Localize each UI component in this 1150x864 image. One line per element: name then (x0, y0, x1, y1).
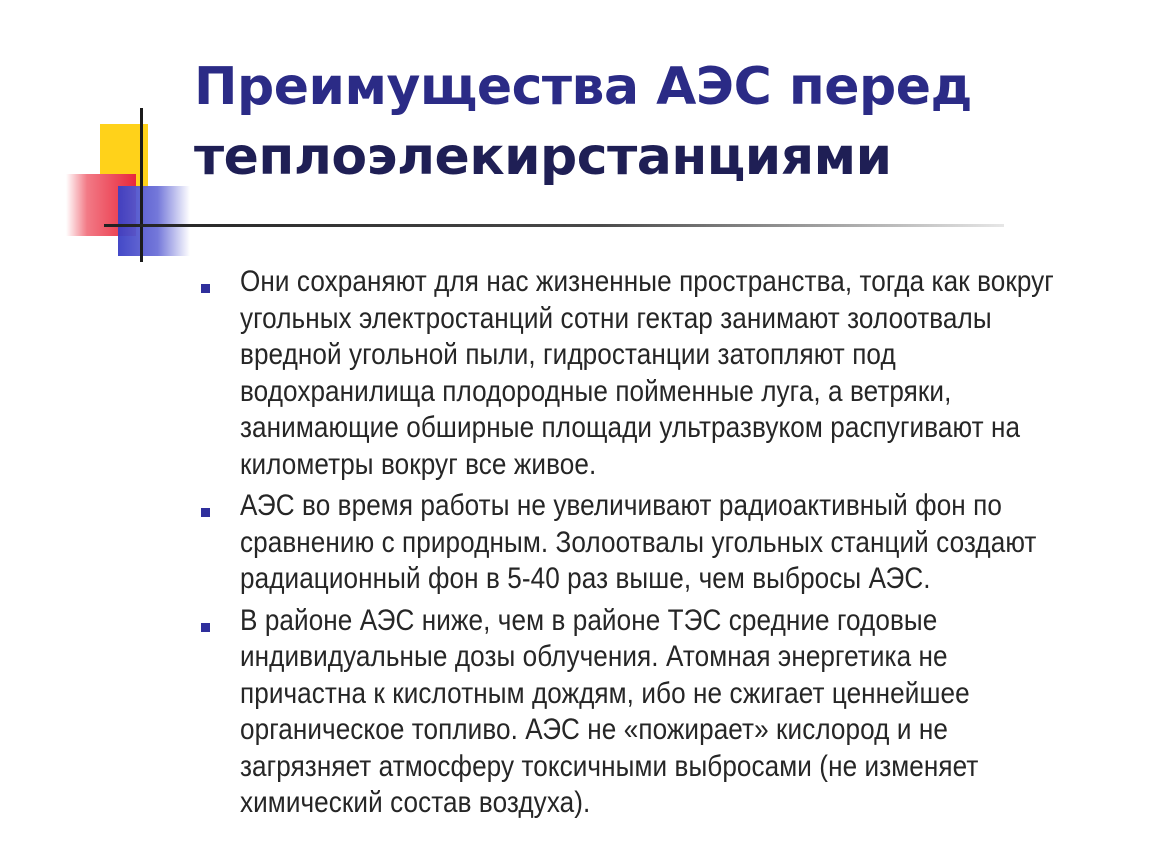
bullet-text: АЭС во время работы не увеличивают радиоактивный фон по сравнению с природным. Золоотвалы угольных станций создают радиационный фон в 5-40 раз выше, чем выбросы АЭС. (240, 489, 1037, 595)
list-item (196, 264, 1076, 483)
square-bullet-icon (201, 508, 210, 517)
bullet-text: В районе АЭС ниже, чем в районе ТЭС средние годовые индивидуальные дозы облучения. Атомная энергетика не причастна к кислотным дождям, ибо не сжигает ценнейшее органическое топливо. АЭС не «пожирает» кислород и не загрязняет атмосферу токсичными выбросами (не изменяет химический состав воздуха). (240, 603, 979, 819)
slide-title (194, 52, 1094, 192)
title-underline (104, 224, 1004, 227)
slide-title-line-2: теплоэлекирстанциями (194, 127, 892, 187)
list-item (196, 488, 1076, 598)
bullet-list (196, 264, 1076, 827)
bullet-text: Они сохраняют для нас жизненные пространства, тогда как вокруг угольных электростанций сотни гектар занимают золоотвалы вредной угольной пыли, гидростанции затопляют под водохранилища плодородные пойменные луга, а ветряки, занимающие обширные площади ультразвуком распугивают на километры вокруг все живое. (240, 265, 1054, 481)
list-item (196, 603, 1076, 822)
square-bullet-icon (201, 284, 210, 293)
slide-title-line-1: Преимущества АЭС перед (194, 57, 973, 117)
square-bullet-icon (201, 623, 210, 632)
decorative-blue-square (118, 186, 190, 256)
decorative-vertical-line (140, 108, 143, 262)
